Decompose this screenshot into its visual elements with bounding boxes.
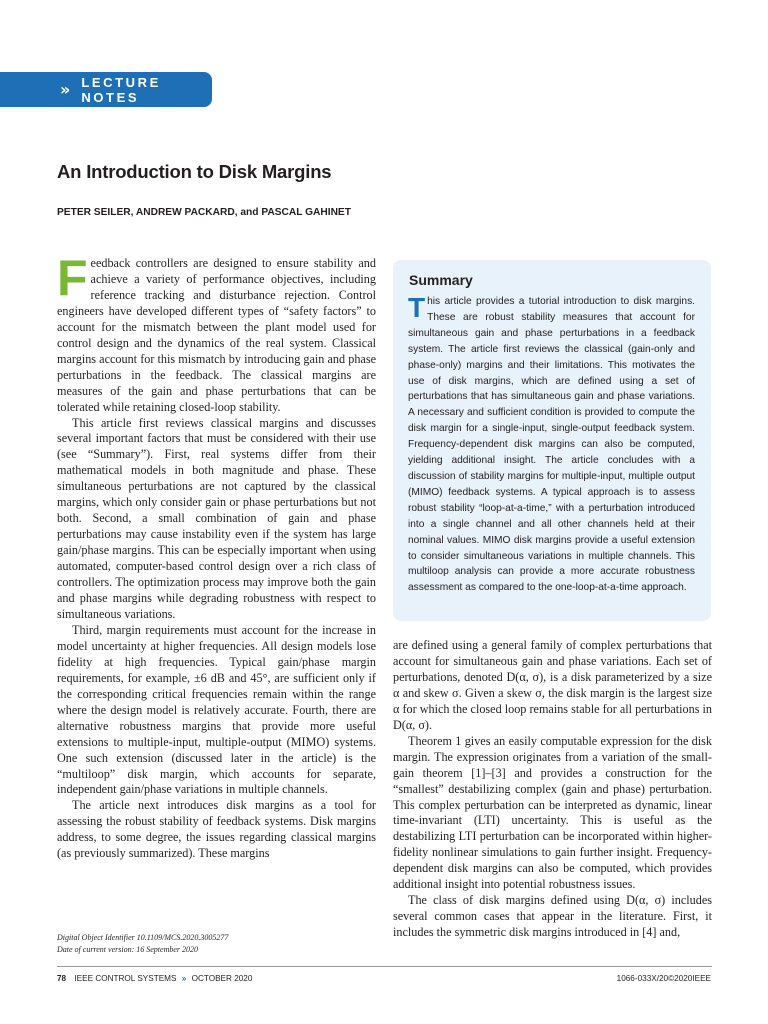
footer-chevron-icon: » (181, 974, 187, 983)
right-column (393, 638, 712, 941)
section-label: LECTURE NOTES (81, 74, 161, 105)
body-paragraph: The article next introduces disk margins as a tool for assessing the robust stability of feedback systems. Disk margins address, to some degree, the issues regarding classical margins (as previously summarized). These margins (57, 798, 376, 861)
article-footnote (57, 932, 228, 955)
copyright-code: 1066-033X/20©2020IEEE (616, 974, 711, 983)
footer-divider (57, 966, 712, 967)
summary-text: This article provides a tutorial introduction to disk margins. These are robust stability measures that account for simultaneous gain and phase perturbations in a feedback system. The article first reviews the classical (gain-only and phase-only) margins and their limitations. This motivates the use of disk margins, which are defined using a set of perturbations that has simultaneous gain and phase variations. A necessary and sufficient condition is provided to compute the disk margin for a single-input, single-output feedback system. Frequency-dependent disk margins can also be computed, yielding additional insight. The article concludes with a discussion of stability margins for multiple-input, multiple output (MIMO) feedback systems. A typical approach is to assess robust stability “loop-at-a-time,” with a perturbation introduced into a single channel and all other channels held at their nominal values. MIMO disk margins provide a useful extension to consider simultaneous variations in multiple channels. This multiloop analysis can provide a more accurate robustness assessment as compared to the one-loop-at-a-time approach. (408, 292, 695, 594)
magazine-name: IEEE CONTROL SYSTEMS (74, 974, 177, 983)
body-paragraph: Theorem 1 gives an easily computable expression for the disk margin. The expression originates from a variation of the small-gain theorem [1]–[3] and provides a construction for the “smallest” destabilizing complex (gain and phase) perturbation. This complex perturbation can be interpreted as dynamic, linear time-invariant (LTI) uncertainty. This is useful as the destabilizing LTI perturbation can be incorporated within higher-fidelity nonlinear simulations to gain further insight. Frequency-dependent disk margins can also be computed, which provides additional insight into potential robustness issues. (393, 733, 712, 892)
drop-cap: F (57, 250, 88, 306)
article-title: An Introduction to Disk Margins (57, 161, 332, 182)
summary-box (393, 260, 711, 621)
intro-paragraph: Feedback controllers are designed to ensure stability and achieve a variety of performance objectives, including reference tracking and disturbance rejection. Control engineers have developed different types of “safety factors” to account for the mismatch between the plant model used for control design and the dynamics of the real system. Classical margins account for this mismatch by introducing gain and phase perturbations in the feedback. The classical margins are measures of the gain and phase perturbations that can be tolerated while retaining closed-loop stability. (57, 250, 376, 414)
page-footer (57, 974, 252, 983)
body-paragraph: are defined using a general family of complex perturbations that account for simultaneous gain and phase variations. Each set of perturbations, denoted D(α, σ), is a disk parameterized by a size α and skew σ. Given a skew σ, the disk margin is the largest size α for which the closed loop remains stable for all perturbations in D(α, σ). (393, 638, 712, 732)
doi-text: Digital Object Identifier 10.1109/MCS.2020.3005277 (57, 933, 229, 942)
summary-heading: Summary (409, 272, 473, 288)
body-paragraph: The class of disk margins defined using D(α, σ) includes several common cases that appear in the literature. First, it includes the symmetric disk margins introduced in [4] and, (393, 893, 712, 940)
double-chevron-icon: » (60, 80, 70, 99)
section-banner (0, 72, 212, 107)
issue-date: OCTOBER 2020 (191, 974, 253, 983)
left-column (57, 250, 376, 862)
page-number: 78 (57, 974, 67, 983)
date-text: Date of current version: 16 September 2020 (57, 944, 199, 954)
body-paragraph: This article first reviews classical margins and discusses several important factors that must be considered with their use (see “Summary”). First, real systems differ from their mathematical models in both magnitude and phase. These simultaneous perturbations are not captured by the classical margins, which only consider gain or phase perturbations but not both. Second, a small combination of gain and phase perturbations may cause instability even if the system has large gain/phase margins. This can be especially important when using automated, computer-based control design over a rich class of controllers. The optimization process may improve both the gain and phase margins while degrading robustness with respect to simultaneous variations. (57, 415, 376, 621)
body-paragraph: Third, margin requirements must account for the increase in model uncertainty at higher frequencies. All design models lose fidelity at high frequencies. Typical gain/phase margin requirements, for example, ±6 dB and 45°, are sufficient only if the corresponding critical frequencies remain within the range where the design model is relatively accurate. Fourth, there are alternative robustness margins that provide more useful extensions to multiple-input, multiple-output (MIMO) systems. One such extension (discussed later in the article) is the “multiloop” disk margin, which accounts for separate, independent gain/phase variations in multiple channels. (57, 622, 376, 797)
article-authors: PETER SEILER, ANDREW PACKARD, and PASCAL GAHINET (57, 207, 351, 218)
summary-drop-cap: T (408, 292, 426, 323)
